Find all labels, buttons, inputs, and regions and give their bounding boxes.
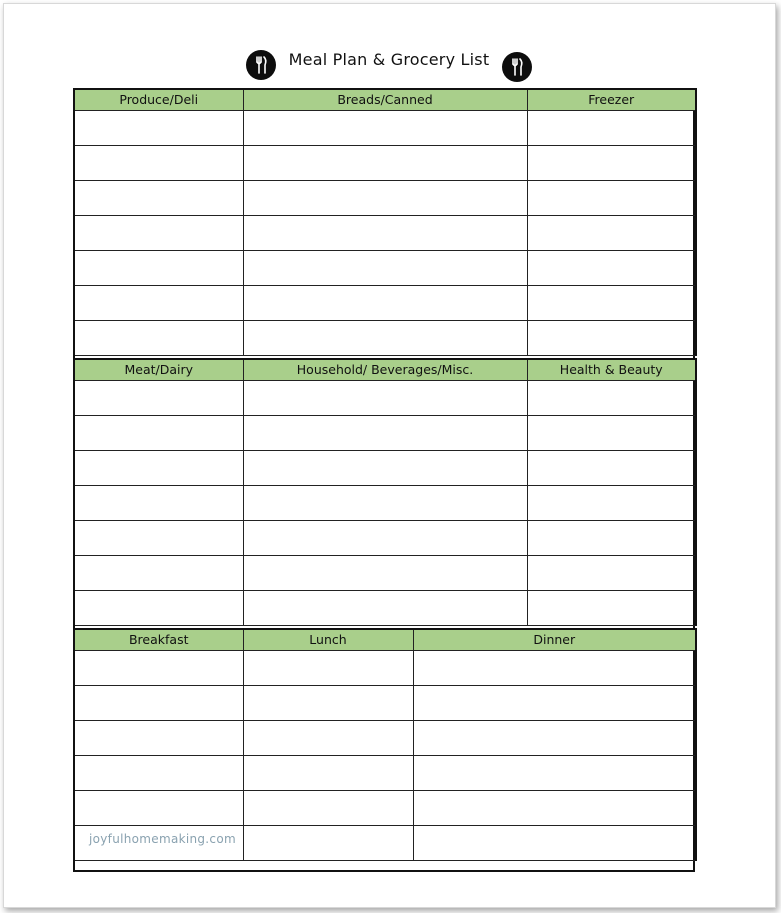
table-row	[74, 651, 696, 686]
blank-entry-cell	[243, 216, 527, 251]
blank-entry-cell	[243, 181, 527, 216]
table-row	[74, 381, 696, 416]
blank-entry-cell	[527, 251, 696, 286]
title-header	[246, 48, 532, 82]
blank-entry-cell	[74, 451, 243, 486]
table-row	[74, 451, 696, 486]
blank-entry-cell	[413, 721, 696, 756]
blank-entry-cell	[243, 686, 413, 721]
fork-knife-icon	[246, 50, 276, 80]
blank-entry-cell	[74, 556, 243, 591]
blank-entry-cell	[74, 111, 243, 146]
blank-entry-cell	[243, 451, 527, 486]
blank-entry-cell	[74, 721, 243, 756]
blank-entry-cell	[243, 521, 527, 556]
table-row	[74, 416, 696, 451]
blank-entry-cell	[527, 556, 696, 591]
blank-entry-cell	[527, 321, 696, 356]
grocery-top-rows	[74, 111, 696, 356]
blank-entry-cell	[527, 111, 696, 146]
meal-plan-rows	[74, 651, 696, 861]
blank-entry-cell	[243, 381, 527, 416]
blank-entry-cell	[413, 651, 696, 686]
blank-entry-cell	[74, 321, 243, 356]
column-header-produce-deli: Produce/Deli	[74, 89, 243, 111]
table-row	[74, 791, 696, 826]
column-header-freezer: Freezer	[527, 89, 696, 111]
blank-entry-cell	[413, 791, 696, 826]
blank-entry-cell	[74, 381, 243, 416]
table-row	[74, 146, 696, 181]
table-row	[74, 721, 696, 756]
column-header-lunch: Lunch	[243, 629, 413, 651]
blank-entry-cell	[243, 556, 527, 591]
blank-entry-cell	[74, 216, 243, 251]
blank-entry-cell	[243, 791, 413, 826]
table-row	[74, 321, 696, 356]
blank-entry-cell	[243, 651, 413, 686]
meal-plan-table	[73, 628, 697, 861]
blank-entry-cell	[74, 181, 243, 216]
column-header-household: Household/ Beverages/Misc.	[243, 359, 527, 381]
table-row	[74, 756, 696, 791]
blank-entry-cell	[243, 146, 527, 181]
blank-entry-cell	[243, 826, 413, 861]
table-row	[74, 486, 696, 521]
blank-entry-cell	[413, 686, 696, 721]
blank-entry-cell	[527, 381, 696, 416]
table-row	[74, 686, 696, 721]
blank-entry-cell	[527, 286, 696, 321]
blank-entry-cell	[74, 791, 243, 826]
column-header-meat-dairy: Meat/Dairy	[74, 359, 243, 381]
blank-entry-cell	[527, 591, 696, 626]
blank-entry-cell	[243, 591, 527, 626]
blank-entry-cell	[243, 111, 527, 146]
blank-entry-cell	[527, 416, 696, 451]
blank-entry-cell	[74, 521, 243, 556]
grocery-table-middle	[73, 358, 697, 626]
blank-entry-cell	[243, 756, 413, 791]
blank-entry-cell	[74, 686, 243, 721]
table-row	[74, 556, 696, 591]
blank-entry-cell	[527, 486, 696, 521]
blank-entry-cell	[74, 286, 243, 321]
column-header-breads-canned: Breads/Canned	[243, 89, 527, 111]
blank-entry-cell	[527, 521, 696, 556]
table-row	[74, 286, 696, 321]
blank-entry-cell	[527, 181, 696, 216]
blank-entry-cell	[243, 721, 413, 756]
column-header-dinner: Dinner	[413, 629, 696, 651]
blank-entry-cell	[243, 486, 527, 521]
table-row	[74, 251, 696, 286]
blank-entry-cell	[74, 486, 243, 521]
table-row	[74, 111, 696, 146]
blank-entry-cell	[527, 216, 696, 251]
blank-entry-cell	[527, 451, 696, 486]
column-header-breakfast: Breakfast	[74, 629, 243, 651]
blank-entry-cell	[243, 286, 527, 321]
table-row	[74, 521, 696, 556]
grocery-table-top	[73, 88, 697, 356]
blank-entry-cell	[243, 251, 527, 286]
grocery-middle-rows	[74, 381, 696, 626]
column-header-health-beauty: Health & Beauty	[527, 359, 696, 381]
table-row	[74, 181, 696, 216]
blank-entry-cell	[74, 651, 243, 686]
blank-entry-cell	[74, 591, 243, 626]
table-row	[74, 216, 696, 251]
table-row	[74, 591, 696, 626]
blank-entry-cell	[243, 416, 527, 451]
blank-entry-cell	[243, 321, 527, 356]
blank-entry-cell	[74, 146, 243, 181]
blank-entry-cell	[413, 826, 696, 861]
site-watermark: joyfulhomemaking.com	[89, 832, 236, 846]
blank-entry-cell	[74, 416, 243, 451]
fork-knife-icon	[502, 52, 532, 82]
blank-entry-cell	[74, 251, 243, 286]
blank-entry-cell	[527, 146, 696, 181]
blank-entry-cell	[74, 756, 243, 791]
page-title: Meal Plan & Grocery List	[288, 50, 490, 69]
blank-entry-cell	[413, 756, 696, 791]
